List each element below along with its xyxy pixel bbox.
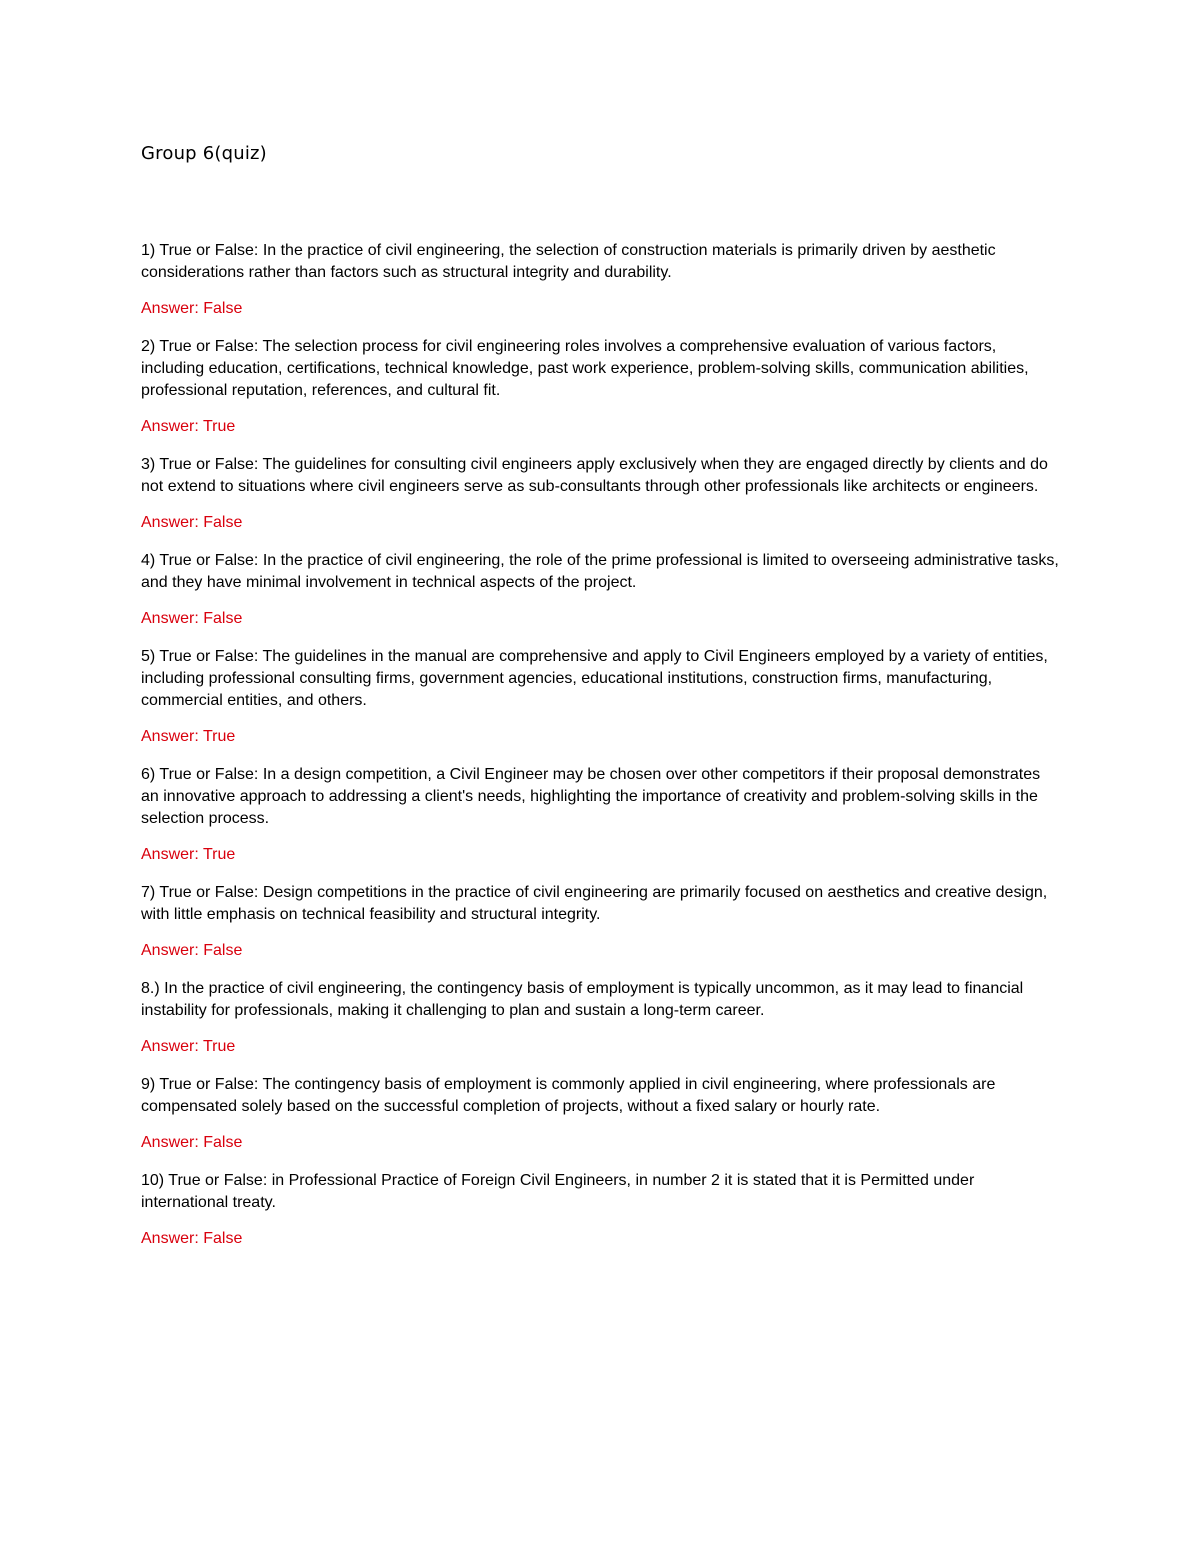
question-item [141,764,1061,866]
answer-text: Answer: True [141,1038,236,1055]
answer-text: Answer: False [141,300,243,317]
answer-text: Answer: False [141,942,243,959]
question-item [141,646,1061,748]
question-text: 2) True or False: The selection process for civil engineering roles involves a comprehensive evaluation of various factors, including education, certifications, technical knowledge, past work experience, problem-solving skills, communication abilities, professional reputation, references, and cultural fit. [141,338,1029,399]
question-item [141,882,1061,962]
question-text: 9) True or False: The contingency basis of employment is commonly applied in civil engineering, where professionals are compensated solely based on the successful completion of projects, without a fixed salary or hourly rate. [141,1076,996,1115]
question-text: 10) True or False: in Professional Practice of Foreign Civil Engineers, in number 2 it is stated that it is Permitted under international treaty. [141,1172,975,1211]
answer-text: Answer: False [141,514,243,531]
question-text: 1) True or False: In the practice of civil engineering, the selection of construction materials is primarily driven by aesthetic considerations rather than factors such as structural integrity and durability. [141,242,996,281]
question-text: 5) True or False: The guidelines in the manual are comprehensive and apply to Civil Engineers employed by a variety of entities, including professional consulting firms, government agencies, educational institutions, construction firms, manufacturing, commercial entities, and others. [141,648,1048,709]
question-item [141,240,1061,320]
answer-text: Answer: False [141,1230,243,1247]
question-item [141,978,1061,1058]
question-item [141,1170,1061,1250]
question-text: 3) True or False: The guidelines for consulting civil engineers apply exclusively when they are engaged directly by clients and do not extend to situations where civil engineers serve as sub-consultants through other professionals like architects or engineers. [141,456,1048,495]
question-item [141,550,1061,630]
question-item [141,1074,1061,1154]
question-text: 4) True or False: In the practice of civil engineering, the role of the prime professional is limited to overseeing administrative tasks, and they have minimal involvement in technical aspects of the project. [141,552,1059,591]
answer-text: Answer: False [141,610,243,627]
document-title: Group 6(quiz) [141,143,267,164]
question-text: 6) True or False: In a design competition, a Civil Engineer may be chosen over other competitors if their proposal demonstrates an innovative approach to addressing a client's needs, highlighting the importance of creativity and problem-solving skills in the selection process. [141,766,1041,827]
answer-text: Answer: True [141,728,236,745]
answer-text: Answer: False [141,1134,243,1151]
answer-text: Answer: True [141,846,236,863]
answer-text: Answer: True [141,418,236,435]
question-item [141,454,1061,534]
question-item [141,336,1061,438]
question-text: 7) True or False: Design competitions in the practice of civil engineering are primarily focused on aesthetics and creative design, with little emphasis on technical feasibility and structural integrity. [141,884,1048,923]
question-list [141,240,1061,1266]
question-text: 8.) In the practice of civil engineering, the contingency basis of employment is typically uncommon, as it may lead to financial instability for professionals, making it challenging to plan and sustain a long-term career. [141,980,1024,1019]
